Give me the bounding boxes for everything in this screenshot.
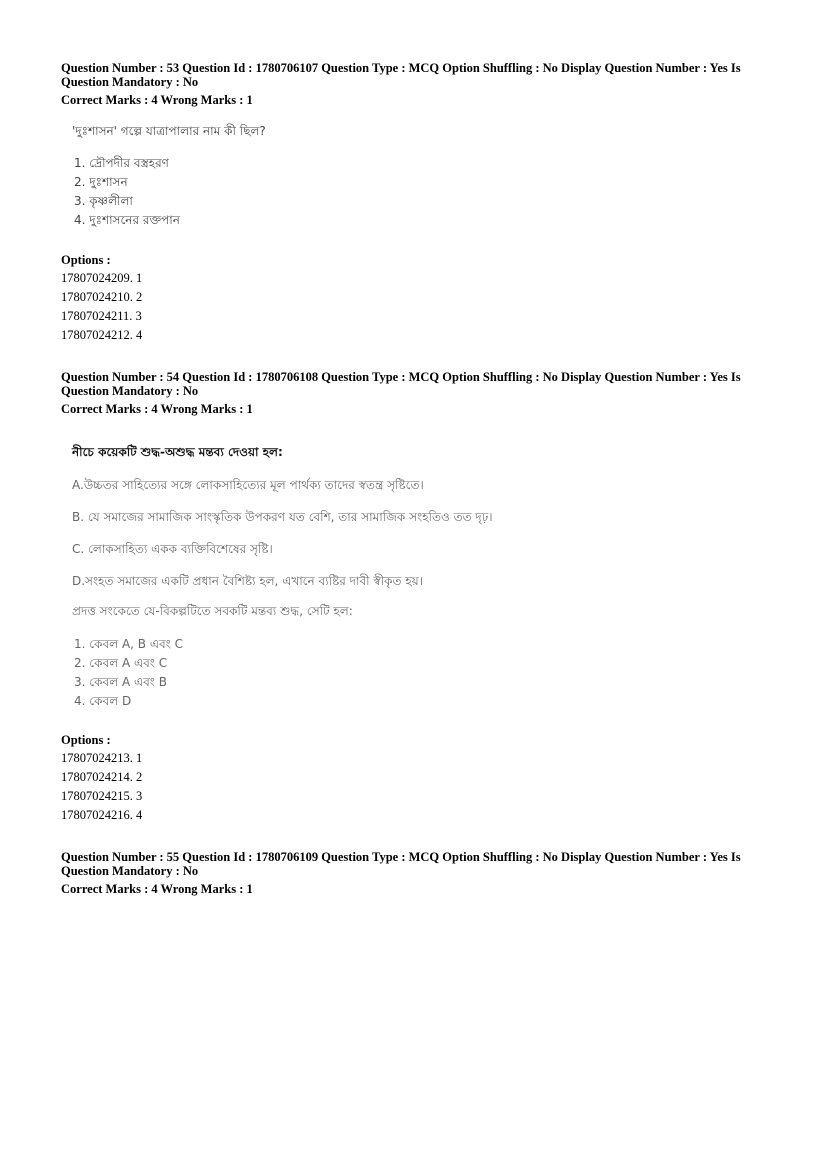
question-text: 'দুঃশাসন' গল্পে যাত্রাপালার নাম কী ছিল? [72,124,266,138]
choice-item: 2. দুঃশাসন [74,175,128,189]
choice-item: 1. দ্রৌপদীর বস্ত্রহরণ [74,156,169,170]
choice-item: 3. কৃষ্ণলীলা [74,194,133,208]
question-header: Question Number : 53 Question Id : 1780706107 Question Type : MCQ Option Shuffling : No Display Question Number : Yes Is [61,61,741,75]
statement-item: D.সংহত সমাজের একটি প্রধান বৈশিষ্ট্য হল, এখানে ব্যষ্টির দাবী স্বীকৃত হয়। [72,574,424,588]
statement-item: C. লোকসাহিত্য একক ব্যক্তিবিশেষের সৃষ্টি। [72,542,273,556]
choice-item: 4. দুঃশাসনের রক্তপান [74,213,180,227]
question-header: Question Number : 54 Question Id : 1780706108 Question Type : MCQ Option Shuffling : No Display Question Number : Yes Is [61,370,741,384]
choice-item: 1. কেবল A, B এবং C [74,637,184,651]
question-marks: Correct Marks : 4 Wrong Marks : 1 [61,402,253,416]
option-line: 17807024214. 2 [61,770,143,784]
statement-item: A.উচ্চতর সাহিত্যের সঙ্গে লোকসাহিত্যের মূল পার্থক্য তাদের স্বতন্ত্র সৃষ্টিতে। [72,478,424,492]
option-line: 17807024215. 3 [61,789,143,803]
option-line: 17807024210. 2 [61,290,143,304]
question-header-cont: Question Mandatory : No [61,75,199,89]
option-line: 17807024213. 1 [61,751,143,765]
option-line: 17807024211. 3 [61,309,142,323]
choice-item: 2. কেবল A এবং C [74,656,168,670]
choice-item: 4. কেবল D [74,694,132,708]
choice-item: 3. কেবল A এবং B [74,675,168,689]
option-line: 17807024212. 4 [61,328,143,342]
question-marks: Correct Marks : 4 Wrong Marks : 1 [61,882,253,896]
question-marks: Correct Marks : 4 Wrong Marks : 1 [61,93,253,107]
options-label: Options : [61,253,111,267]
option-line: 17807024216. 4 [61,808,143,822]
question-header-cont: Question Mandatory : No [61,384,199,398]
question-lead: নীচে কয়েকটি শুদ্ধ-অশুদ্ধ মন্তব্য দেওয়া হল: [72,445,283,459]
options-label: Options : [61,733,111,747]
option-line: 17807024209. 1 [61,271,143,285]
statement-item: B. যে সমাজের সামাজিক সাংস্কৃতিক উপকরণ যত বেশি, তার সামাজিক সংহতিও তত দৃঢ়। [72,510,493,524]
question-prompt: প্রদত্ত সংকেতে যে-বিকল্পটিতে সবকটি মন্তব্য শুদ্ধ, সেটি হল: [72,604,353,618]
question-header: Question Number : 55 Question Id : 1780706109 Question Type : MCQ Option Shuffling : No Display Question Number : Yes Is [61,850,741,864]
question-header-cont: Question Mandatory : No [61,864,199,878]
